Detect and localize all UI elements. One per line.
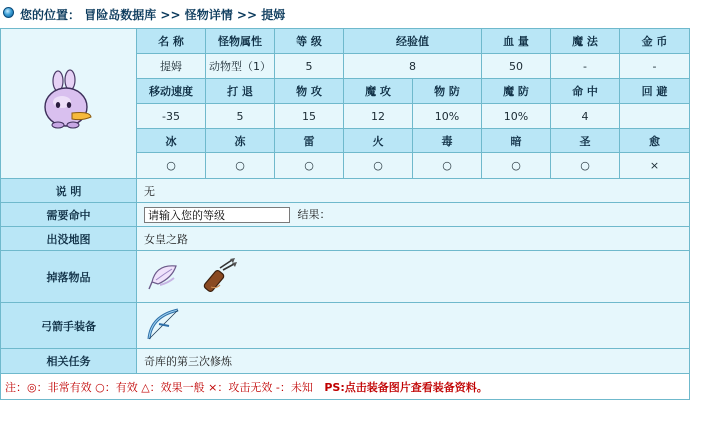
value-holy: ○ [551,153,620,179]
header-magic-attack: 魔 攻 [344,79,413,104]
header-attribute: 怪物属性 [206,29,275,54]
header-heal: 愈 [620,129,690,153]
legend-ps: PS:点击装备图片查看装备资料。 [324,380,488,394]
value-dark: ○ [482,153,551,179]
drops-items-cell [137,251,690,303]
monster-portrait-cell [1,29,137,179]
header-name: 名 称 [137,29,206,54]
drops-row [1,251,690,303]
description-row [1,179,690,203]
value-knockback: 5 [206,104,275,129]
header-phys-defense: 物 防 [413,79,482,104]
value-gold: - [620,54,690,79]
description-value: 无 [137,179,690,203]
header-avoid: 回 避 [620,79,690,104]
drop-item-arrow-quiver[interactable] [202,256,240,297]
legend-row [1,374,690,400]
value-phys-defense: 10% [413,104,482,129]
related-quest-label: 相关任务 [1,349,137,374]
header-exp: 经验值 [344,29,482,54]
map-value-link[interactable]: 女皇之路 [137,227,690,251]
header-holy: 圣 [551,129,620,153]
result-label: 结果： [297,208,331,221]
bow-equipment-cell [137,303,690,349]
header-knockback: 打 退 [206,79,275,104]
value-phys-attack: 15 [275,104,344,129]
header-accuracy: 命 中 [551,79,620,104]
related-quest-link[interactable]: 奇库的第三次修炼 [137,349,690,374]
value-attribute: 动物型（1） [206,54,275,79]
value-exp: 8 [344,54,482,79]
breadcrumb [0,0,690,27]
header-hp: 血 量 [482,29,551,54]
value-move-speed: -35 [137,104,206,129]
breadcrumb-text [20,6,285,23]
bow-icon [145,306,181,342]
quiver-icon [202,256,240,294]
value-lightning: ○ [275,153,344,179]
legend-text: 注：◎：非常有效 ○：有效 △：效果一般 ×：攻击无效 -：未知 [5,380,313,394]
value-poison: ○ [413,153,482,179]
quest-row [1,349,690,374]
breadcrumb-separator: >> [160,8,181,22]
level-input[interactable] [144,207,290,223]
header-magic-defense: 魔 防 [482,79,551,104]
header-poison: 毒 [413,129,482,153]
legend-cell [1,374,690,400]
header-ice: 冰 [137,129,206,153]
value-ice: ○ [137,153,206,179]
value-fire: ○ [344,153,413,179]
drop-item-feather[interactable] [146,256,184,297]
map-row [1,227,690,251]
map-label: 出没地图 [1,227,137,251]
drops-label: 掉落物品 [1,251,137,303]
header-mp: 魔 法 [551,29,620,54]
value-accuracy: 4 [551,104,620,129]
header-level: 等 级 [275,29,344,54]
breadcrumb-prefix: 您的位置： [20,8,81,22]
monster-detail-table [0,28,690,400]
breadcrumb-home-link[interactable]: 冒险岛数据库 [84,8,157,22]
equipment-bow[interactable] [145,306,181,345]
header-gold: 金 币 [620,29,690,54]
value-magic-attack: 12 [344,104,413,129]
value-level: 5 [275,54,344,79]
header-fire: 火 [344,129,413,153]
location-bullet-icon [3,7,14,18]
value-heal: × [620,153,690,179]
value-hp: 50 [482,54,551,79]
header-freeze: 冻 [206,129,275,153]
description-label: 说 明 [1,179,137,203]
breadcrumb-section-link[interactable]: 怪物详情 [184,8,233,22]
bow-row [1,303,690,349]
tim-monster-icon [36,69,102,135]
bow-equipment-label: 弓箭手装备 [1,303,137,349]
value-mp: - [551,54,620,79]
breadcrumb-current: 提姆 [261,8,286,22]
header-phys-attack: 物 攻 [275,79,344,104]
header-lightning: 雷 [275,129,344,153]
header-move-speed: 移动速度 [137,79,206,104]
accuracy-row [1,203,690,227]
header-dark: 暗 [482,129,551,153]
value-name: 提姆 [137,54,206,79]
feather-icon [146,256,184,294]
value-avoid [620,104,690,129]
value-freeze: ○ [206,153,275,179]
accuracy-calc-cell [137,203,690,227]
value-magic-defense: 10% [482,104,551,129]
accuracy-label: 需要命中 [1,203,137,227]
breadcrumb-separator: >> [236,8,258,22]
